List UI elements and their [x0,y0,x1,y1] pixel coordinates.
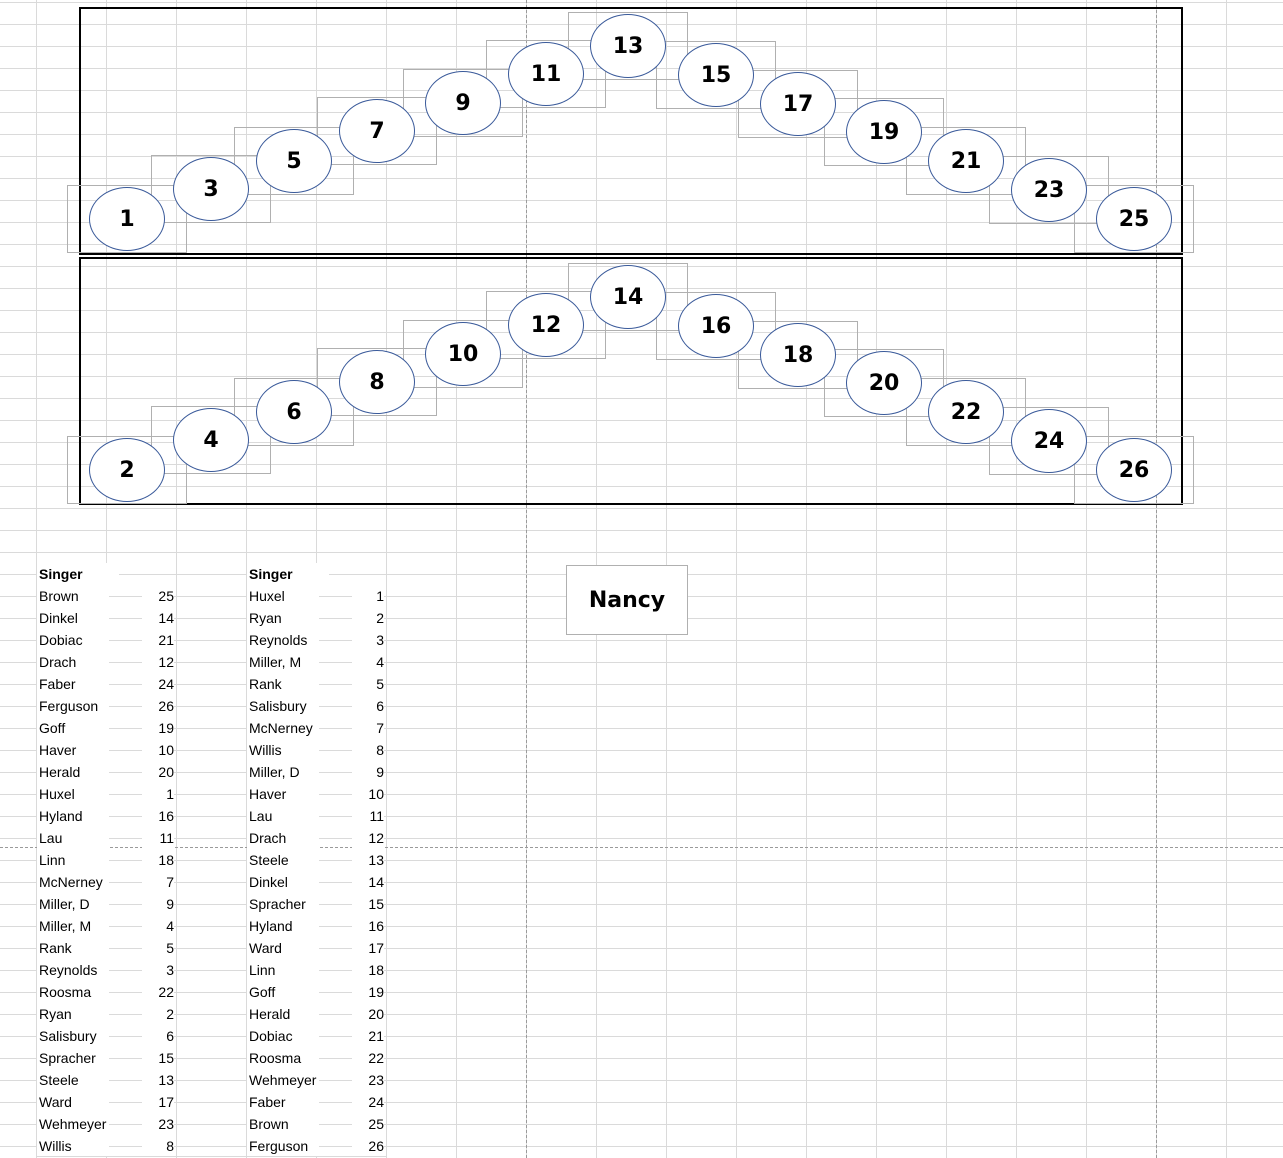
table-cell-seat[interactable]: 18 [142,849,174,871]
seat-oval[interactable]: 13 [590,14,666,78]
table-cell-name[interactable]: Spracher [247,893,319,915]
seat-oval[interactable]: 5 [256,129,332,193]
table-cell-name[interactable]: Goff [37,717,109,739]
table-cell-name[interactable]: Herald [37,761,109,783]
seat-oval[interactable]: 22 [928,380,1004,444]
table-cell-name[interactable]: Wehmeyer [247,1069,319,1091]
table-cell-seat[interactable]: 12 [352,827,384,849]
table-cell-name[interactable]: Herald [247,1003,319,1025]
table-cell-seat[interactable]: 4 [352,651,384,673]
table-cell-name[interactable]: Haver [37,739,109,761]
table-cell-seat[interactable]: 17 [352,937,384,959]
table-cell-seat[interactable]: 21 [142,629,174,651]
table-cell-seat[interactable]: 13 [142,1069,174,1091]
seat-oval[interactable]: 19 [846,100,922,164]
seat-oval[interactable]: 10 [425,322,501,386]
table-cell-seat[interactable]: 14 [142,607,174,629]
table-cell-name[interactable]: Ferguson [247,1135,319,1157]
seat-oval[interactable]: 14 [590,265,666,329]
seat-oval[interactable]: 20 [846,351,922,415]
table-cell-seat[interactable]: 26 [352,1135,384,1157]
table-cell-name[interactable]: Dinkel [37,607,109,629]
table-cell-seat[interactable]: 15 [142,1047,174,1069]
table-cell-seat[interactable]: 13 [352,849,384,871]
table-cell-seat[interactable]: 1 [142,783,174,805]
seat-oval[interactable]: 21 [928,129,1004,193]
table-cell-seat[interactable]: 2 [352,607,384,629]
seat-oval[interactable]: 6 [256,380,332,444]
table-cell-name[interactable]: Dobiac [37,629,109,651]
table-cell-name[interactable]: Ryan [37,1003,109,1025]
seat-oval[interactable]: 2 [89,438,165,502]
table-cell-name[interactable]: Salisbury [247,695,319,717]
table-cell-name[interactable]: Hyland [247,915,319,937]
table-cell-name[interactable]: Lau [37,827,109,849]
table-cell-seat[interactable]: 19 [352,981,384,1003]
seat-oval[interactable]: 17 [760,72,836,136]
table-cell-name[interactable]: Drach [247,827,319,849]
table-cell-name[interactable]: Dinkel [247,871,319,893]
table-header-singer[interactable]: Singer [37,563,119,585]
table-cell-name[interactable]: Steele [37,1069,109,1091]
table-cell-seat[interactable]: 3 [142,959,174,981]
table-bottom-border [36,1156,386,1157]
table-cell-name[interactable]: Faber [37,673,109,695]
table-cell-seat[interactable]: 10 [142,739,174,761]
table-cell-name[interactable]: Dobiac [247,1025,319,1047]
table-cell-name[interactable]: Spracher [37,1047,109,1069]
table-cell-seat[interactable]: 6 [142,1025,174,1047]
seat-oval[interactable]: 18 [760,323,836,387]
table-cell-name[interactable]: Linn [37,849,109,871]
table-cell-seat[interactable]: 2 [142,1003,174,1025]
table-cell-seat[interactable]: 9 [352,761,384,783]
table-cell-name[interactable]: Reynolds [247,629,319,651]
table-cell-seat[interactable]: 9 [142,893,174,915]
table-cell-seat[interactable]: 21 [352,1025,384,1047]
table-cell-name[interactable]: Linn [247,959,319,981]
table-cell-seat[interactable]: 15 [352,893,384,915]
table-cell-seat[interactable]: 23 [142,1113,174,1135]
seat-oval[interactable]: 7 [339,99,415,163]
table-cell-name[interactable]: Drach [37,651,109,673]
table-cell-seat[interactable]: 5 [142,937,174,959]
table-cell-name[interactable]: Faber [247,1091,319,1113]
table-cell-name[interactable]: McNerney [37,871,109,893]
table-cell-name[interactable]: Roosma [37,981,109,1003]
table-cell-name[interactable]: Rank [247,673,319,695]
table-cell-seat[interactable]: 10 [352,783,384,805]
seat-oval[interactable]: 24 [1011,409,1087,473]
table-cell-seat[interactable]: 22 [142,981,174,1003]
seat-oval[interactable]: 25 [1096,187,1172,251]
table-cell-name[interactable]: Huxel [37,783,109,805]
seat-oval[interactable]: 12 [508,293,584,357]
table-cell-name[interactable]: Ferguson [37,695,109,717]
table-cell-seat[interactable]: 23 [352,1069,384,1091]
page-break-horizontal [0,847,1283,848]
table-cell-name[interactable]: Reynolds [37,959,109,981]
table-cell-name[interactable]: Wehmeyer [37,1113,109,1135]
table-cell-name[interactable]: Hyland [37,805,109,827]
table-cell-name[interactable]: Willis [37,1135,109,1157]
table-cell-seat[interactable]: 4 [142,915,174,937]
table-cell-name[interactable]: Rank [37,937,109,959]
table-cell-seat[interactable]: 14 [352,871,384,893]
seat-oval[interactable]: 1 [89,187,165,251]
table-cell-name[interactable]: Willis [247,739,319,761]
table-cell-seat[interactable]: 6 [352,695,384,717]
table-cell-seat[interactable]: 7 [142,871,174,893]
table-cell-seat[interactable]: 20 [142,761,174,783]
table-cell-seat[interactable]: 12 [142,651,174,673]
table-cell-seat[interactable]: 11 [352,805,384,827]
table-cell-seat[interactable]: 24 [142,673,174,695]
table-cell-name[interactable]: Haver [247,783,319,805]
table-cell-name[interactable]: Ward [37,1091,109,1113]
table-cell-seat[interactable]: 26 [142,695,174,717]
table-cell-name[interactable]: Miller, M [37,915,109,937]
table-cell-seat[interactable]: 11 [142,827,174,849]
seat-oval[interactable]: 16 [678,294,754,358]
table-cell-seat[interactable]: 17 [142,1091,174,1113]
table-cell-seat[interactable]: 25 [352,1113,384,1135]
table-cell-name[interactable]: Ward [247,937,319,959]
table-cell-seat[interactable]: 16 [142,805,174,827]
seat-oval[interactable]: 11 [508,42,584,106]
table-cell-seat[interactable]: 8 [352,739,384,761]
table-cell-name[interactable]: Brown [247,1113,319,1135]
table-cell-name[interactable]: Huxel [247,585,319,607]
table-cell-seat[interactable]: 3 [352,629,384,651]
director-name-box[interactable] [566,565,688,635]
table-cell-seat[interactable]: 19 [142,717,174,739]
table-cell-seat[interactable]: 25 [142,585,174,607]
seat-oval[interactable]: 9 [425,71,501,135]
seat-oval[interactable]: 26 [1096,438,1172,502]
table-cell-seat[interactable]: 7 [352,717,384,739]
table-cell-name[interactable]: Roosma [247,1047,319,1069]
table-cell-name[interactable]: Lau [247,805,319,827]
seat-oval[interactable]: 23 [1011,158,1087,222]
table-cell-name[interactable]: Salisbury [37,1025,109,1047]
table-cell-seat[interactable]: 22 [352,1047,384,1069]
table-cell-seat[interactable]: 5 [352,673,384,695]
table-header-singer[interactable]: Singer [247,563,329,585]
table-cell-name[interactable]: Miller, M [247,651,319,673]
table-cell-seat[interactable]: 24 [352,1091,384,1113]
table-cell-seat[interactable]: 20 [352,1003,384,1025]
seat-oval[interactable]: 15 [678,43,754,107]
table-cell-name[interactable]: Steele [247,849,319,871]
table-cell-seat[interactable]: 16 [352,915,384,937]
table-cell-name[interactable]: Goff [247,981,319,1003]
table-cell-name[interactable]: Ryan [247,607,319,629]
seat-oval[interactable]: 8 [339,350,415,414]
seat-oval[interactable]: 3 [173,157,249,221]
table-cell-name[interactable]: Miller, D [37,893,109,915]
seat-oval[interactable]: 4 [173,408,249,472]
table-cell-name[interactable]: Miller, D [247,761,319,783]
table-cell-seat[interactable]: 1 [352,585,384,607]
table-cell-name[interactable]: Brown [37,585,109,607]
table-cell-seat[interactable]: 18 [352,959,384,981]
table-cell-name[interactable]: McNerney [247,717,319,739]
table-cell-seat[interactable]: 8 [142,1135,174,1157]
director-name: Nancy [588,587,666,613]
